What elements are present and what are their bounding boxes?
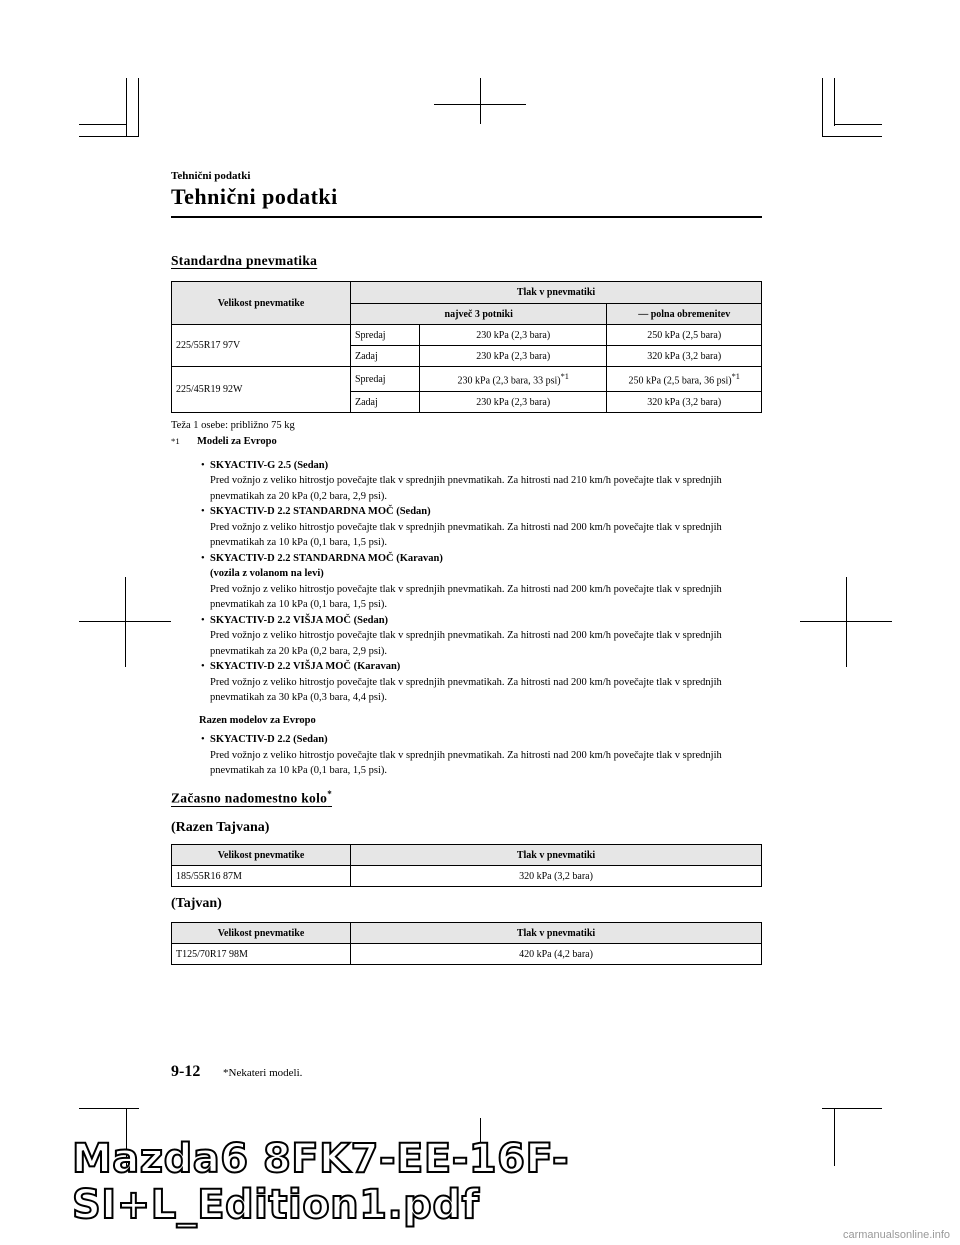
pdf-filename-banner: Mazda6 8FK7-EE-16F-SI+L_Edition1.pdf	[72, 1136, 570, 1228]
weight-note: Teža 1 osebe: približno 75 kg	[171, 420, 295, 431]
cell-pressure: 320 kPa (3,2 bara)	[607, 346, 762, 367]
col-header-pressure: Tlak v pnevmatiki	[351, 282, 762, 304]
cell-size: 185/55R16 87M	[172, 866, 351, 887]
cell-pressure: 420 kPa (4,2 bara)	[351, 944, 762, 965]
cell-pressure-text: 250 kPa (2,5 bara, 36 psi)	[628, 375, 732, 387]
bullet-subtitle: (vozila z volanom na levi)	[210, 568, 324, 579]
heading-sup: *	[327, 789, 332, 799]
col-header-full-load: — polna obremenitev	[607, 304, 762, 325]
footnote-1	[171, 434, 771, 454]
bullet-title: SKYACTIV-D 2.2 STANDARDNA MOČ (Sedan)	[210, 506, 431, 517]
footer-footnote: *Nekateri modeli.	[223, 1067, 303, 1079]
bullet-text: Pred vožnjo z veliko hitrostjo povečajte tlak v sprednjih pnevmatikah. Za hitrosti nad 210 km/h povečajte tlak v sprednjih pnevmatikah za 20 kPa (0,2 bara, 2,9 psi).	[210, 475, 722, 502]
cell-size: T125/70R17 98M	[172, 944, 351, 965]
page-number: 9-12	[171, 1063, 201, 1080]
non-eu-bullet-list	[201, 732, 750, 779]
bullet-icon: •	[201, 506, 205, 517]
spare-table-except-taiwan	[171, 844, 762, 887]
bullet-text: Pred vožnjo z veliko hitrostjo povečajte tlak v sprednjih pnevmatikah. Za hitrosti nad 200 km/h povečajte tlak v sprednjih pnevmatikah za 10 kPa (0,1 bara, 1,5 psi).	[210, 521, 722, 548]
cell-position: Spredaj	[351, 325, 420, 346]
bullet-title: SKYACTIV-D 2.2 STANDARDNA MOČ (Karavan)	[210, 552, 443, 564]
col-header-size: Velikost pnevmatike	[172, 923, 351, 944]
bullet-text: Pred vožnjo z veliko hitrostjo povečajte tlak v sprednjih pnevmatikah. Za hitrosti nad 200 km/h povečajte tlak v sprednjih pnevmatikah za 30 kPa (0,3 bara, 4,4 psi).	[210, 676, 722, 703]
bullet-icon: •	[201, 661, 205, 672]
cell-position: Spredaj	[351, 367, 420, 392]
cell-pressure: 230 kPa (2,3 bara)	[420, 392, 607, 413]
bullet-text: Pred vožnjo z veliko hitrostjo povečajte tlak v sprednjih pnevmatikah. Za hitrosti nad 200 km/h povečajte tlak v sprednjih pnevmatikah za 10 kPa (0,1 bara, 1,5 psi).	[210, 749, 722, 776]
cell-position: Zadaj	[351, 346, 420, 367]
table-row	[172, 866, 762, 887]
table-row	[172, 944, 762, 965]
subheading-taiwan: (Tajvan)	[171, 896, 222, 911]
section-heading-standard-tire: Standardna pnevmatika	[171, 253, 318, 268]
col-header-size: Velikost pnevmatike	[172, 845, 351, 866]
bullet-icon: •	[201, 614, 205, 626]
bullet-text: Pred vožnjo z veliko hitrostjo povečajte tlak v sprednjih pnevmatikah. Za hitrosti nad 200 km/h povečajte tlak v sprednjih pnevmatikah za 10 kPa (0,1 bara, 1,5 psi).	[210, 583, 722, 610]
footnote-ref: *1	[560, 371, 569, 381]
spare-table-taiwan	[171, 922, 762, 965]
heading-text: Začasno nadomestno kolo	[171, 790, 328, 806]
non-eu-title: Razen modelov za Evropo	[199, 714, 316, 726]
cell-size: 225/55R17 97V	[172, 325, 351, 367]
tire-pressure-table	[171, 281, 762, 413]
cell-pressure: 230 kPa (2,3 bara)	[420, 346, 607, 367]
bullet-icon: •	[201, 459, 205, 471]
cell-pressure: 230 kPa (2,3 bara)	[420, 325, 607, 346]
list-item	[201, 613, 750, 660]
cell-pressure-text: 230 kPa (2,3 bara, 33 psi)	[457, 375, 561, 387]
bullet-icon: •	[201, 552, 205, 564]
list-item	[201, 458, 750, 505]
col-header-pressure: Tlak v pnevmatiki	[351, 845, 762, 866]
footnote-title: Modeli za Evropo	[197, 435, 277, 447]
section-heading-temporary-spare	[171, 789, 332, 807]
subheading-except-taiwan: (Razen Tajvana)	[171, 820, 270, 835]
page-title: Tehnični podatki	[171, 184, 338, 209]
list-item	[201, 732, 750, 779]
list-item	[201, 504, 750, 551]
cell-pressure: 250 kPa (2,5 bara)	[607, 325, 762, 346]
col-header-pressure: Tlak v pnevmatiki	[351, 923, 762, 944]
table-row	[172, 367, 762, 392]
list-item	[201, 659, 750, 706]
title-rule	[171, 216, 762, 218]
bullet-icon: •	[201, 734, 205, 745]
cell-pressure	[420, 367, 607, 392]
list-item	[201, 551, 750, 613]
cell-pressure: 320 kPa (3,2 bara)	[607, 392, 762, 413]
footnote-mark: *1	[171, 435, 180, 446]
watermark: carmanualsonline.info	[842, 1229, 950, 1241]
table-row	[172, 325, 762, 346]
cell-pressure	[607, 367, 762, 392]
col-header-max3: največ 3 potniki	[351, 304, 607, 325]
bullet-title: SKYACTIV-D 2.2 VIŠJA MOČ (Karavan)	[210, 661, 401, 672]
bullet-title: SKYACTIV-D 2.2 VIŠJA MOČ (Sedan)	[210, 614, 389, 626]
bullet-text: Pred vožnjo z veliko hitrostjo povečajte tlak v sprednjih pnevmatikah. Za hitrosti nad 200 km/h povečajte tlak v sprednjih pnevmatikah za 20 kPa (0,2 bara, 2,9 psi).	[210, 630, 722, 657]
running-header: Tehnični podatki	[171, 170, 251, 182]
bullet-title: SKYACTIV-G 2.5 (Sedan)	[210, 459, 329, 471]
eu-bullet-list	[201, 458, 750, 706]
footnote-ref: *1	[731, 371, 740, 381]
notes-block	[171, 418, 771, 779]
bullet-title: SKYACTIV-D 2.2 (Sedan)	[210, 734, 328, 745]
col-header-size: Velikost pnevmatike	[172, 282, 351, 325]
cell-position: Zadaj	[351, 392, 420, 413]
cell-size: 225/45R19 92W	[172, 367, 351, 413]
cell-pressure: 320 kPa (3,2 bara)	[351, 866, 762, 887]
